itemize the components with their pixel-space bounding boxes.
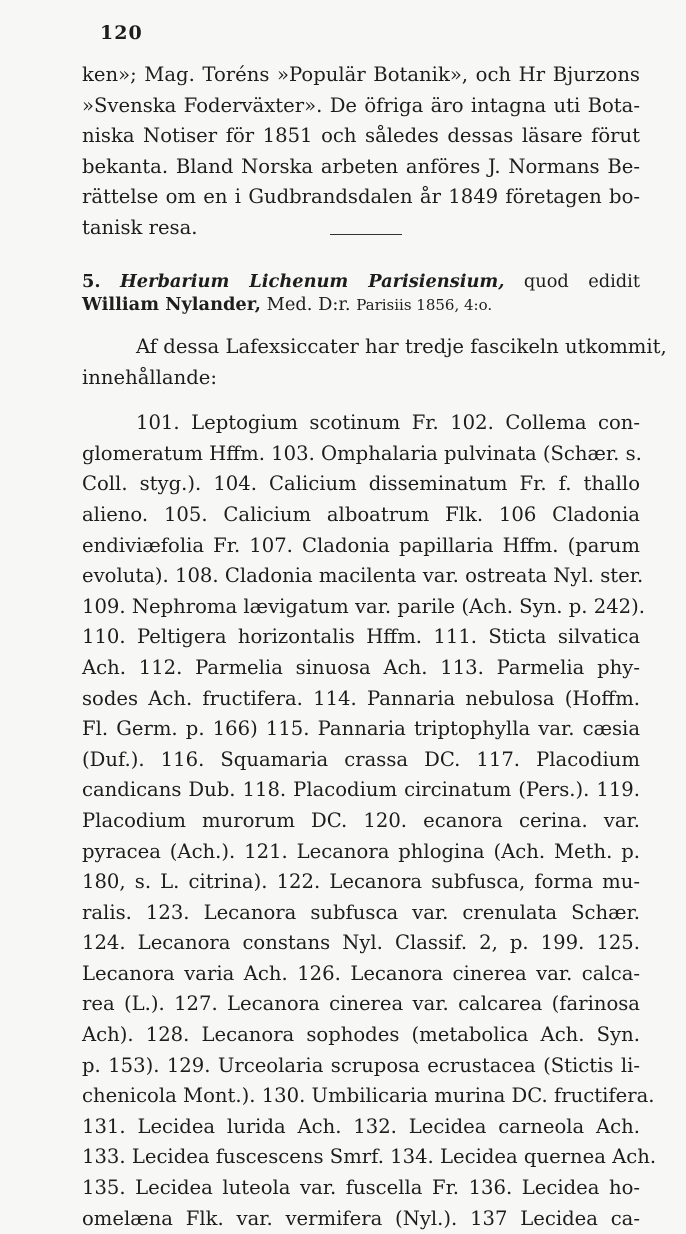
spacer [82,317,640,332]
text-line: rättelse om en i Gudbrandsdalen år 1849 företagen bo- [82,185,640,209]
text-line: ken»; Mag. Toréns »Populär Botanik», och Hr Bjurzons [82,63,640,86]
entry-title: Herbarium Lichenum Parisiensium, [120,271,505,292]
section-divider [330,234,402,235]
text-line: niska Notiser för 1851 och således dessas läsare förut [82,124,640,148]
species-line: sodes Ach. fructifera. 114. Pannaria nebulosa (Hoffm. [82,686,640,710]
text-line: Af dessa Lafexsiccater har tredje fascikeln utkommit, [136,335,667,358]
entry-author-rest: Med. D:r. [266,294,351,315]
species-list [82,408,657,1234]
species-line: evoluta). 108. Cladonia macilenta var. ostreata Nyl. ster. [82,564,644,588]
entry-number: 5. [82,271,101,292]
entry-title-rest: quod edidit [523,271,640,292]
species-line: 133. Lecidea fuscescens Smrf. 134. Lecidea quernea Ach. [82,1145,657,1169]
species-line: 180, s. L. citrina). 122. Lecanora subfusca, forma mu- [82,870,640,894]
entry-author: William Nylander, [82,294,262,315]
entry-heading-line-2 [82,293,640,317]
species-line: pyracea (Ach.). 121. Lecanora phlogina (Ach. Meth. p. [82,839,640,863]
species-line: glomeratum Hffm. 103. Omphalaria pulvinata (Schær. s. [82,441,642,465]
entry-place: Parisiis 1856, 4:o. [356,296,493,314]
text-line: bekanta. Bland Norska arbeten anföres J. Normans Be- [82,154,640,178]
species-line: (Duf.). 116. Squamaria crassa DC. 117. Placodium [82,747,640,771]
lichen-entry [82,270,667,1234]
species-line: 101. Leptogium scotinum Fr. 102. Collema con- [136,411,640,435]
text-line: innehållande: [82,365,217,389]
species-line: Coll. styg.). 104. Calicium disseminatum Fr. f. thallo [82,472,640,496]
species-line: candicans Dub. 118. Placodium circinatum (Pers.). 119. [82,778,640,802]
species-line: rea (L.). 127. Lecanora cinerea var. calcarea (farinosa [82,992,640,1016]
text-line: tanisk resa. [82,215,198,239]
species-line: chenicola Mont.). 130. Umbilicaria murina DC. fructifera. [82,1084,655,1108]
species-line: omelæna Flk. var. vermifera (Nyl.). 137 Lecidea ca- [82,1206,640,1230]
species-line: 109. Nephroma lævigatum var. parile (Ach. Syn. p. 242). [82,594,646,618]
species-line: Placodium murorum DC. 120. ecanora cerina. var. [82,808,640,832]
entry-heading-line-1 [82,270,640,293]
species-line: 135. Lecidea luteola var. fuscella Fr. 136. Lecidea ho- [82,1176,640,1200]
species-line: ralis. 123. Lecanora subfusca var. crenulata Schær. [82,900,640,924]
spacer [82,393,640,408]
species-line: Fl. Germ. p. 166) 115. Pannaria triptophylla var. cæsia [82,717,640,741]
species-line: 131. Lecidea lurida Ach. 132. Lecidea carneola Ach. [82,1114,640,1138]
species-line: p. 153). 129. Urceolaria scruposa ecrustacea (Stictis li- [82,1053,640,1077]
species-line: Ach. 112. Parmelia sinuosa Ach. 113. Parmelia phy- [82,655,640,679]
species-line: Lecanora varia Ach. 126. Lecanora cinerea var. calca- [82,961,640,985]
intro-paragraph [82,60,640,244]
species-line: endiviæfolia Fr. 107. Cladonia papillaria Hffm. (parum [82,533,640,557]
text-line: »Svenska Foderväxter». De öfriga äro intagna uti Bota- [82,93,640,117]
species-line: alieno. 105. Calicium alboatrum Flk. 106 Cladonia [82,502,640,526]
page-number: 120 [100,22,143,44]
species-line: 110. Peltigera horizontalis Hffm. 111. Sticta silvatica [82,625,640,649]
species-line: Ach). 128. Lecanora sophodes (metabolica Ach. Syn. [82,1023,640,1047]
species-line: 124. Lecanora constans Nyl. Classif. 2, p. 199. 125. [82,931,640,955]
